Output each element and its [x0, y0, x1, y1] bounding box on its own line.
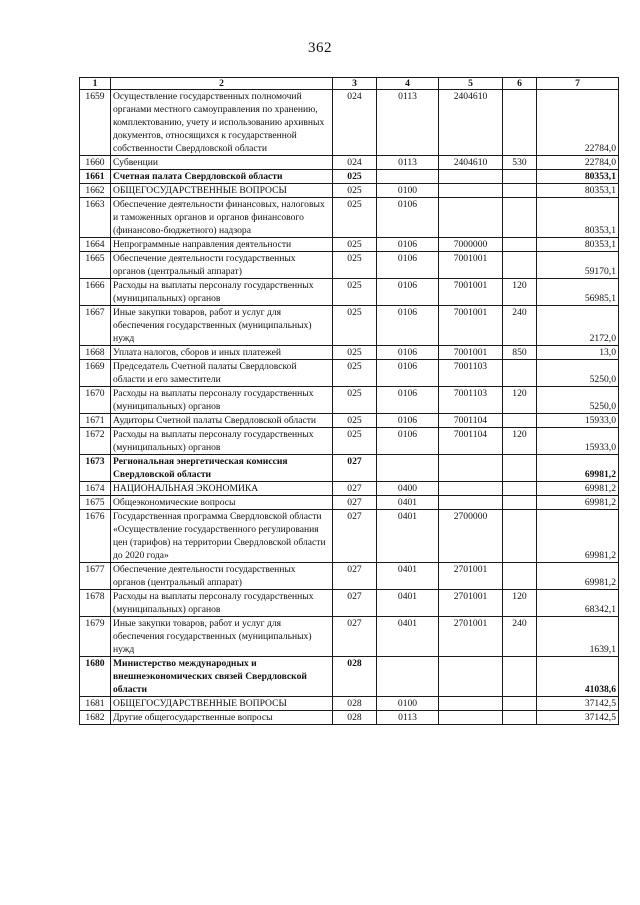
row-number: 1662: [80, 184, 111, 198]
row-number: 1672: [80, 428, 111, 455]
row-sum: 59170,1: [537, 252, 619, 279]
row-name: Иные закупки товаров, работ и услуг для обеспечения государственных (муниципальных) нужд: [111, 617, 333, 657]
row-article-code: 2404610: [439, 90, 503, 156]
row-section-code: 0106: [377, 360, 439, 387]
row-sum: 68342,1: [537, 590, 619, 617]
row-department-code: 025: [333, 170, 377, 184]
row-expense-type: [503, 184, 537, 198]
header-cell: 6: [503, 78, 537, 90]
header-cell: 1: [80, 78, 111, 90]
table-row: [80, 156, 619, 170]
row-article-code: [439, 711, 503, 725]
row-expense-type: [503, 711, 537, 725]
row-article-code: 2700000: [439, 510, 503, 563]
row-article-code: 7001104: [439, 414, 503, 428]
table-row: [80, 482, 619, 496]
row-sum: 69981,2: [537, 482, 619, 496]
row-number: 1681: [80, 697, 111, 711]
header-cell: 2: [111, 78, 333, 90]
row-department-code: 027: [333, 617, 377, 657]
row-sum: 15933,0: [537, 414, 619, 428]
row-sum: 69981,2: [537, 496, 619, 510]
row-article-code: 7000000: [439, 238, 503, 252]
row-sum: 80353,1: [537, 184, 619, 198]
row-department-code: 027: [333, 455, 377, 482]
table-row: [80, 510, 619, 563]
row-sum: 80353,1: [537, 238, 619, 252]
row-expense-type: [503, 198, 537, 238]
row-name: Осуществление государственных полномочий органами местного самоуправления по хранению, комплектованию, учету и использованию архивных документов, относящихся к государственной собственности Свердловской области: [111, 90, 333, 156]
row-section-code: 0106: [377, 414, 439, 428]
row-department-code: 024: [333, 156, 377, 170]
row-expense-type: 240: [503, 617, 537, 657]
row-department-code: 025: [333, 306, 377, 346]
row-sum: 2172,0: [537, 306, 619, 346]
row-number: 1675: [80, 496, 111, 510]
row-article-code: 7001001: [439, 346, 503, 360]
row-name: Аудиторы Счетной палаты Свердловской области: [111, 414, 333, 428]
row-number: 1669: [80, 360, 111, 387]
row-name: Региональная энергетическая комиссия Свердловской области: [111, 455, 333, 482]
row-sum: 37142,5: [537, 711, 619, 725]
row-number: 1661: [80, 170, 111, 184]
row-department-code: 025: [333, 198, 377, 238]
row-expense-type: [503, 252, 537, 279]
table-row: [80, 252, 619, 279]
row-department-code: 028: [333, 697, 377, 711]
row-department-code: 027: [333, 496, 377, 510]
row-number: 1678: [80, 590, 111, 617]
row-number: 1676: [80, 510, 111, 563]
table-row: [80, 617, 619, 657]
row-name: НАЦИОНАЛЬНАЯ ЭКОНОМИКА: [111, 482, 333, 496]
row-article-code: 2701001: [439, 617, 503, 657]
row-department-code: 025: [333, 184, 377, 198]
row-sum: 69981,2: [537, 455, 619, 482]
row-section-code: 0401: [377, 510, 439, 563]
row-article-code: [439, 455, 503, 482]
row-article-code: 7001001: [439, 279, 503, 306]
row-article-code: 7001104: [439, 428, 503, 455]
row-expense-type: 120: [503, 279, 537, 306]
row-section-code: [377, 455, 439, 482]
header-cell: 7: [537, 78, 619, 90]
row-number: 1665: [80, 252, 111, 279]
row-name: Общеэкономические вопросы: [111, 496, 333, 510]
table-row: [80, 238, 619, 252]
row-expense-type: 120: [503, 387, 537, 414]
row-article-code: [439, 697, 503, 711]
row-number: 1671: [80, 414, 111, 428]
row-section-code: 0401: [377, 563, 439, 590]
row-article-code: [439, 657, 503, 697]
table-row: [80, 590, 619, 617]
row-name: Обеспечение деятельности государственных органов (центральный аппарат): [111, 252, 333, 279]
row-sum: 80353,1: [537, 198, 619, 238]
row-sum: 37142,5: [537, 697, 619, 711]
row-article-code: [439, 198, 503, 238]
row-number: 1668: [80, 346, 111, 360]
table-row: [80, 414, 619, 428]
table-row: [80, 563, 619, 590]
row-section-code: 0113: [377, 156, 439, 170]
row-name: Непрограммные направления деятельности: [111, 238, 333, 252]
header-cell: 4: [377, 78, 439, 90]
row-section-code: 0106: [377, 238, 439, 252]
row-sum: 69981,2: [537, 510, 619, 563]
row-sum: 15933,0: [537, 428, 619, 455]
row-section-code: 0100: [377, 184, 439, 198]
row-article-code: [439, 170, 503, 184]
page-number: 362: [308, 40, 332, 56]
row-number: 1674: [80, 482, 111, 496]
table-body: [80, 90, 619, 725]
table-row: [80, 346, 619, 360]
row-section-code: 0106: [377, 198, 439, 238]
table-row: [80, 184, 619, 198]
table-row: [80, 711, 619, 725]
row-expense-type: [503, 482, 537, 496]
row-department-code: 028: [333, 657, 377, 697]
row-department-code: 027: [333, 563, 377, 590]
table-row: [80, 170, 619, 184]
header-cell: 3: [333, 78, 377, 90]
row-section-code: 0106: [377, 387, 439, 414]
row-article-code: [439, 496, 503, 510]
row-department-code: 025: [333, 414, 377, 428]
table-row: [80, 657, 619, 697]
header-cell: 5: [439, 78, 503, 90]
row-sum: 69981,2: [537, 563, 619, 590]
row-section-code: 0106: [377, 346, 439, 360]
row-department-code: 025: [333, 346, 377, 360]
row-department-code: 025: [333, 360, 377, 387]
row-name: Председатель Счетной палаты Свердловской области и его заместители: [111, 360, 333, 387]
row-expense-type: 530: [503, 156, 537, 170]
row-department-code: 027: [333, 590, 377, 617]
row-section-code: 0106: [377, 428, 439, 455]
row-article-code: 7001103: [439, 387, 503, 414]
table-row: [80, 387, 619, 414]
row-article-code: 2701001: [439, 563, 503, 590]
row-expense-type: [503, 510, 537, 563]
row-number: 1660: [80, 156, 111, 170]
row-department-code: 024: [333, 90, 377, 156]
row-section-code: [377, 657, 439, 697]
budget-table: [79, 77, 619, 725]
row-department-code: 025: [333, 238, 377, 252]
row-section-code: 0106: [377, 252, 439, 279]
row-name: Счетная палата Свердловской области: [111, 170, 333, 184]
row-section-code: 0113: [377, 90, 439, 156]
row-expense-type: [503, 170, 537, 184]
table-row: [80, 360, 619, 387]
row-section-code: 0100: [377, 697, 439, 711]
row-department-code: 025: [333, 387, 377, 414]
row-department-code: 025: [333, 279, 377, 306]
row-name: Министерство международных и внешнеэкономических связей Свердловской области: [111, 657, 333, 697]
row-number: 1663: [80, 198, 111, 238]
table-row: [80, 697, 619, 711]
row-sum: 56985,1: [537, 279, 619, 306]
row-name: Расходы на выплаты персоналу государственных (муниципальных) органов: [111, 590, 333, 617]
row-department-code: 025: [333, 428, 377, 455]
table-row: [80, 198, 619, 238]
table-row: [80, 90, 619, 156]
row-article-code: 2701001: [439, 590, 503, 617]
row-sum: 41038,6: [537, 657, 619, 697]
row-number: 1677: [80, 563, 111, 590]
row-expense-type: [503, 697, 537, 711]
row-sum: 1639,1: [537, 617, 619, 657]
row-article-code: [439, 482, 503, 496]
row-expense-type: [503, 657, 537, 697]
row-section-code: 0400: [377, 482, 439, 496]
table-row: [80, 306, 619, 346]
row-department-code: 028: [333, 711, 377, 725]
row-expense-type: 850: [503, 346, 537, 360]
row-department-code: 027: [333, 482, 377, 496]
row-sum: 13,0: [537, 346, 619, 360]
row-number: 1667: [80, 306, 111, 346]
row-article-code: 7001001: [439, 252, 503, 279]
row-sum: 5250,0: [537, 387, 619, 414]
row-section-code: 0106: [377, 279, 439, 306]
row-section-code: 0401: [377, 617, 439, 657]
row-section-code: 0113: [377, 711, 439, 725]
row-expense-type: 120: [503, 428, 537, 455]
row-name: Другие общегосударственные вопросы: [111, 711, 333, 725]
table-row: [80, 455, 619, 482]
row-name: Уплата налогов, сборов и иных платежей: [111, 346, 333, 360]
row-expense-type: [503, 455, 537, 482]
row-name: ОБЩЕГОСУДАРСТВЕННЫЕ ВОПРОСЫ: [111, 697, 333, 711]
row-section-code: [377, 170, 439, 184]
row-number: 1679: [80, 617, 111, 657]
row-number: 1659: [80, 90, 111, 156]
row-name: Государственная программа Свердловской области «Осуществление государственного регулирования цен (тарифов) на территории Свердловской области до 2020 года»: [111, 510, 333, 563]
row-name: ОБЩЕГОСУДАРСТВЕННЫЕ ВОПРОСЫ: [111, 184, 333, 198]
row-name: Иные закупки товаров, работ и услуг для обеспечения государственных (муниципальных) нужд: [111, 306, 333, 346]
row-name: Расходы на выплаты персоналу государственных (муниципальных) органов: [111, 428, 333, 455]
row-name: Обеспечение деятельности государственных органов (центральный аппарат): [111, 563, 333, 590]
table-header-row: [80, 78, 619, 90]
row-number: 1666: [80, 279, 111, 306]
row-number: 1670: [80, 387, 111, 414]
row-expense-type: 240: [503, 306, 537, 346]
table-row: [80, 496, 619, 510]
row-expense-type: [503, 414, 537, 428]
row-number: 1673: [80, 455, 111, 482]
table-row: [80, 428, 619, 455]
row-sum: 22784,0: [537, 156, 619, 170]
row-expense-type: [503, 563, 537, 590]
row-article-code: 7001103: [439, 360, 503, 387]
row-sum: 80353,1: [537, 170, 619, 184]
table-row: [80, 279, 619, 306]
row-department-code: 027: [333, 510, 377, 563]
row-section-code: 0106: [377, 306, 439, 346]
row-expense-type: [503, 496, 537, 510]
row-section-code: 0401: [377, 496, 439, 510]
row-name: Расходы на выплаты персоналу государственных (муниципальных) органов: [111, 387, 333, 414]
row-article-code: 2404610: [439, 156, 503, 170]
row-sum: 22784,0: [537, 90, 619, 156]
row-article-code: 7001001: [439, 306, 503, 346]
row-expense-type: [503, 360, 537, 387]
row-name: Обеспечение деятельности финансовых, налоговых и таможенных органов и органов финансового (финансово-бюджетного) надзора: [111, 198, 333, 238]
row-expense-type: [503, 90, 537, 156]
row-article-code: [439, 184, 503, 198]
row-department-code: 025: [333, 252, 377, 279]
row-number: 1664: [80, 238, 111, 252]
row-number: 1680: [80, 657, 111, 697]
row-sum: 5250,0: [537, 360, 619, 387]
row-expense-type: 120: [503, 590, 537, 617]
row-expense-type: [503, 238, 537, 252]
row-number: 1682: [80, 711, 111, 725]
row-name: Расходы на выплаты персоналу государственных (муниципальных) органов: [111, 279, 333, 306]
row-section-code: 0401: [377, 590, 439, 617]
row-name: Субвенции: [111, 156, 333, 170]
